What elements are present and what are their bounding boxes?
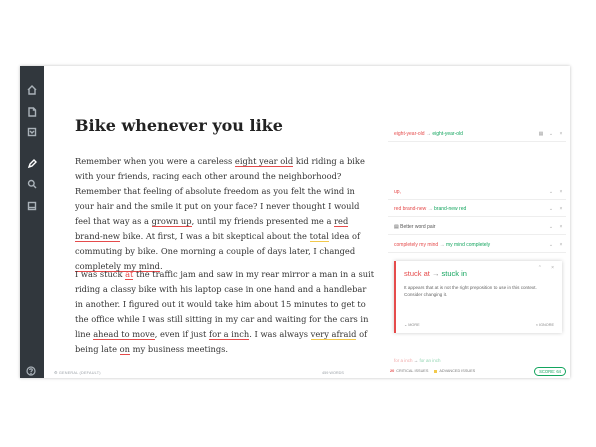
suggestion-from: completely my mind [394, 241, 439, 248]
text-run: idea of commuting by bike. One morning a couple of days later, I changed [75, 231, 361, 256]
suggestion-explanation: It appears that at is not the right preposition to use in this context. Consider changing it. [404, 285, 537, 297]
flagged-text[interactable]: grown up [151, 216, 192, 226]
ignore-label: IGNORE [539, 323, 554, 327]
chevron-down-icon[interactable]: ⌄ [548, 188, 554, 195]
text-run: bike. At first, I was a bit skeptical about the [120, 231, 310, 241]
suggestion-from: stuck at [404, 269, 430, 278]
text-run: I was stuck [75, 269, 126, 279]
suggestion-heading [404, 269, 467, 278]
paragraph-2[interactable] [75, 267, 375, 357]
suggestion-from: up, [394, 188, 401, 195]
flagged-text[interactable]: completely my mind [75, 261, 160, 271]
arrow-icon: → [427, 205, 433, 212]
close-icon[interactable]: × [559, 188, 563, 195]
suggestion-to[interactable]: brand-new red [434, 205, 467, 212]
flagged-text[interactable]: eight year old [234, 156, 294, 166]
genre-label: GENERAL (DEFAULT) [58, 371, 101, 375]
suggestion-card[interactable] [388, 126, 566, 142]
issues-summary-bar [388, 364, 570, 378]
book-icon: ▤ [394, 223, 399, 230]
text-run: Remember when you were a careless [75, 156, 235, 166]
paragraph-1[interactable] [75, 154, 375, 274]
suggestion-from: red brand-new [394, 205, 427, 212]
arrow-icon: → [425, 130, 431, 137]
chevron-down-icon[interactable]: ⌄ [548, 223, 554, 230]
flagged-text-selected[interactable]: at [125, 269, 134, 279]
text-run: kid riding a bike with your friends, racing each other around the neighborhood? Remember that feeling of absolute freedom as you felt the wind in your hair and the smile it put on your face? I never thought I would feel that way as a [75, 156, 365, 226]
close-icon[interactable]: × [559, 241, 563, 248]
flagged-text[interactable]: ahead to move [93, 329, 155, 339]
suggestions-panel [388, 126, 566, 364]
archive-icon[interactable]: ▦ [538, 130, 544, 137]
text-run: , even if just [154, 329, 210, 339]
text-run: . [159, 261, 163, 271]
ignore-button[interactable] [536, 323, 554, 327]
more-label: MORE [408, 323, 420, 327]
suggestion-title: Better word pair [400, 223, 436, 230]
close-icon[interactable]: × [551, 265, 554, 271]
suggestion-to[interactable]: for an inch [419, 358, 441, 363]
suggestion-card-partial[interactable] [394, 358, 441, 363]
home-icon[interactable] [26, 84, 38, 96]
suggestion-to[interactable]: eight-year-old [432, 130, 463, 137]
suggestion-card[interactable] [388, 184, 566, 200]
critical-issues-count: 20 [390, 369, 395, 373]
arrow-icon: → [413, 358, 419, 363]
text-run: . I was always [249, 329, 311, 339]
download-icon[interactable] [26, 126, 38, 138]
suggestion-card[interactable] [388, 219, 566, 235]
close-icon[interactable]: × [559, 205, 563, 212]
suggestion-from: for a inch [394, 358, 413, 363]
chevron-down-icon: ⌄ [404, 323, 408, 327]
chevron-up-icon[interactable]: ⌃ [537, 265, 542, 271]
expanded-suggestion-card[interactable] [394, 261, 562, 333]
suggestion-card[interactable] [388, 201, 566, 217]
word-count: 459 WORDS [322, 371, 344, 375]
gear-icon: ⚙ [54, 371, 58, 375]
advanced-issues-icon [434, 370, 437, 373]
chevron-down-icon[interactable]: ⌄ [548, 205, 554, 212]
flagged-text[interactable]: total [309, 231, 329, 241]
help-icon[interactable] [26, 363, 36, 373]
chevron-down-icon[interactable]: ⌄ [548, 241, 554, 248]
app-window [20, 66, 570, 378]
text-run: the traffic jam and saw in my rear mirror a man in a suit riding a classy bike with his laptop case in one hand and a handlebar in another. I figured out it would take him about 15 minutes to get to the office while I was still sitting in my car and waiting for the cars in line [75, 269, 375, 339]
flagged-text[interactable]: red brand-new [75, 216, 349, 241]
arrow-icon: → [431, 269, 440, 278]
text-run: of being late [75, 329, 368, 354]
pen-icon[interactable] [26, 158, 38, 170]
suggestion-card[interactable] [388, 237, 566, 253]
document-icon[interactable] [26, 106, 38, 118]
book-icon[interactable] [26, 200, 38, 212]
suggestion-to[interactable]: my mind completely [445, 241, 491, 248]
score-badge[interactable]: SCORE: 64 [534, 367, 566, 376]
critical-issues-label[interactable]: CRITICAL ISSUES [396, 369, 429, 373]
genre-selector[interactable] [54, 370, 101, 375]
close-icon: × [535, 323, 538, 327]
more-button[interactable] [404, 322, 420, 327]
flagged-text[interactable]: for a inch [209, 329, 250, 339]
document-title[interactable]: Bike whenever you like [75, 116, 283, 135]
advanced-issues-label[interactable]: ADVANCED ISSUES [439, 369, 476, 373]
flagged-text[interactable]: on [119, 344, 130, 354]
suggestion-to[interactable]: stuck in [441, 269, 467, 278]
close-icon[interactable]: × [559, 130, 563, 137]
text-run: my business meetings. [130, 344, 229, 354]
text-editor[interactable] [75, 66, 375, 364]
flagged-text[interactable]: very afraid [310, 329, 357, 339]
arrow-icon: → [439, 241, 445, 248]
close-icon[interactable]: × [559, 223, 563, 230]
search-icon[interactable] [26, 178, 38, 190]
sidebar [20, 66, 44, 378]
text-run: , until my friends presented me a [191, 216, 335, 226]
chevron-down-icon[interactable]: ⌄ [548, 130, 554, 137]
suggestion-from: eight-year-old [394, 130, 425, 137]
